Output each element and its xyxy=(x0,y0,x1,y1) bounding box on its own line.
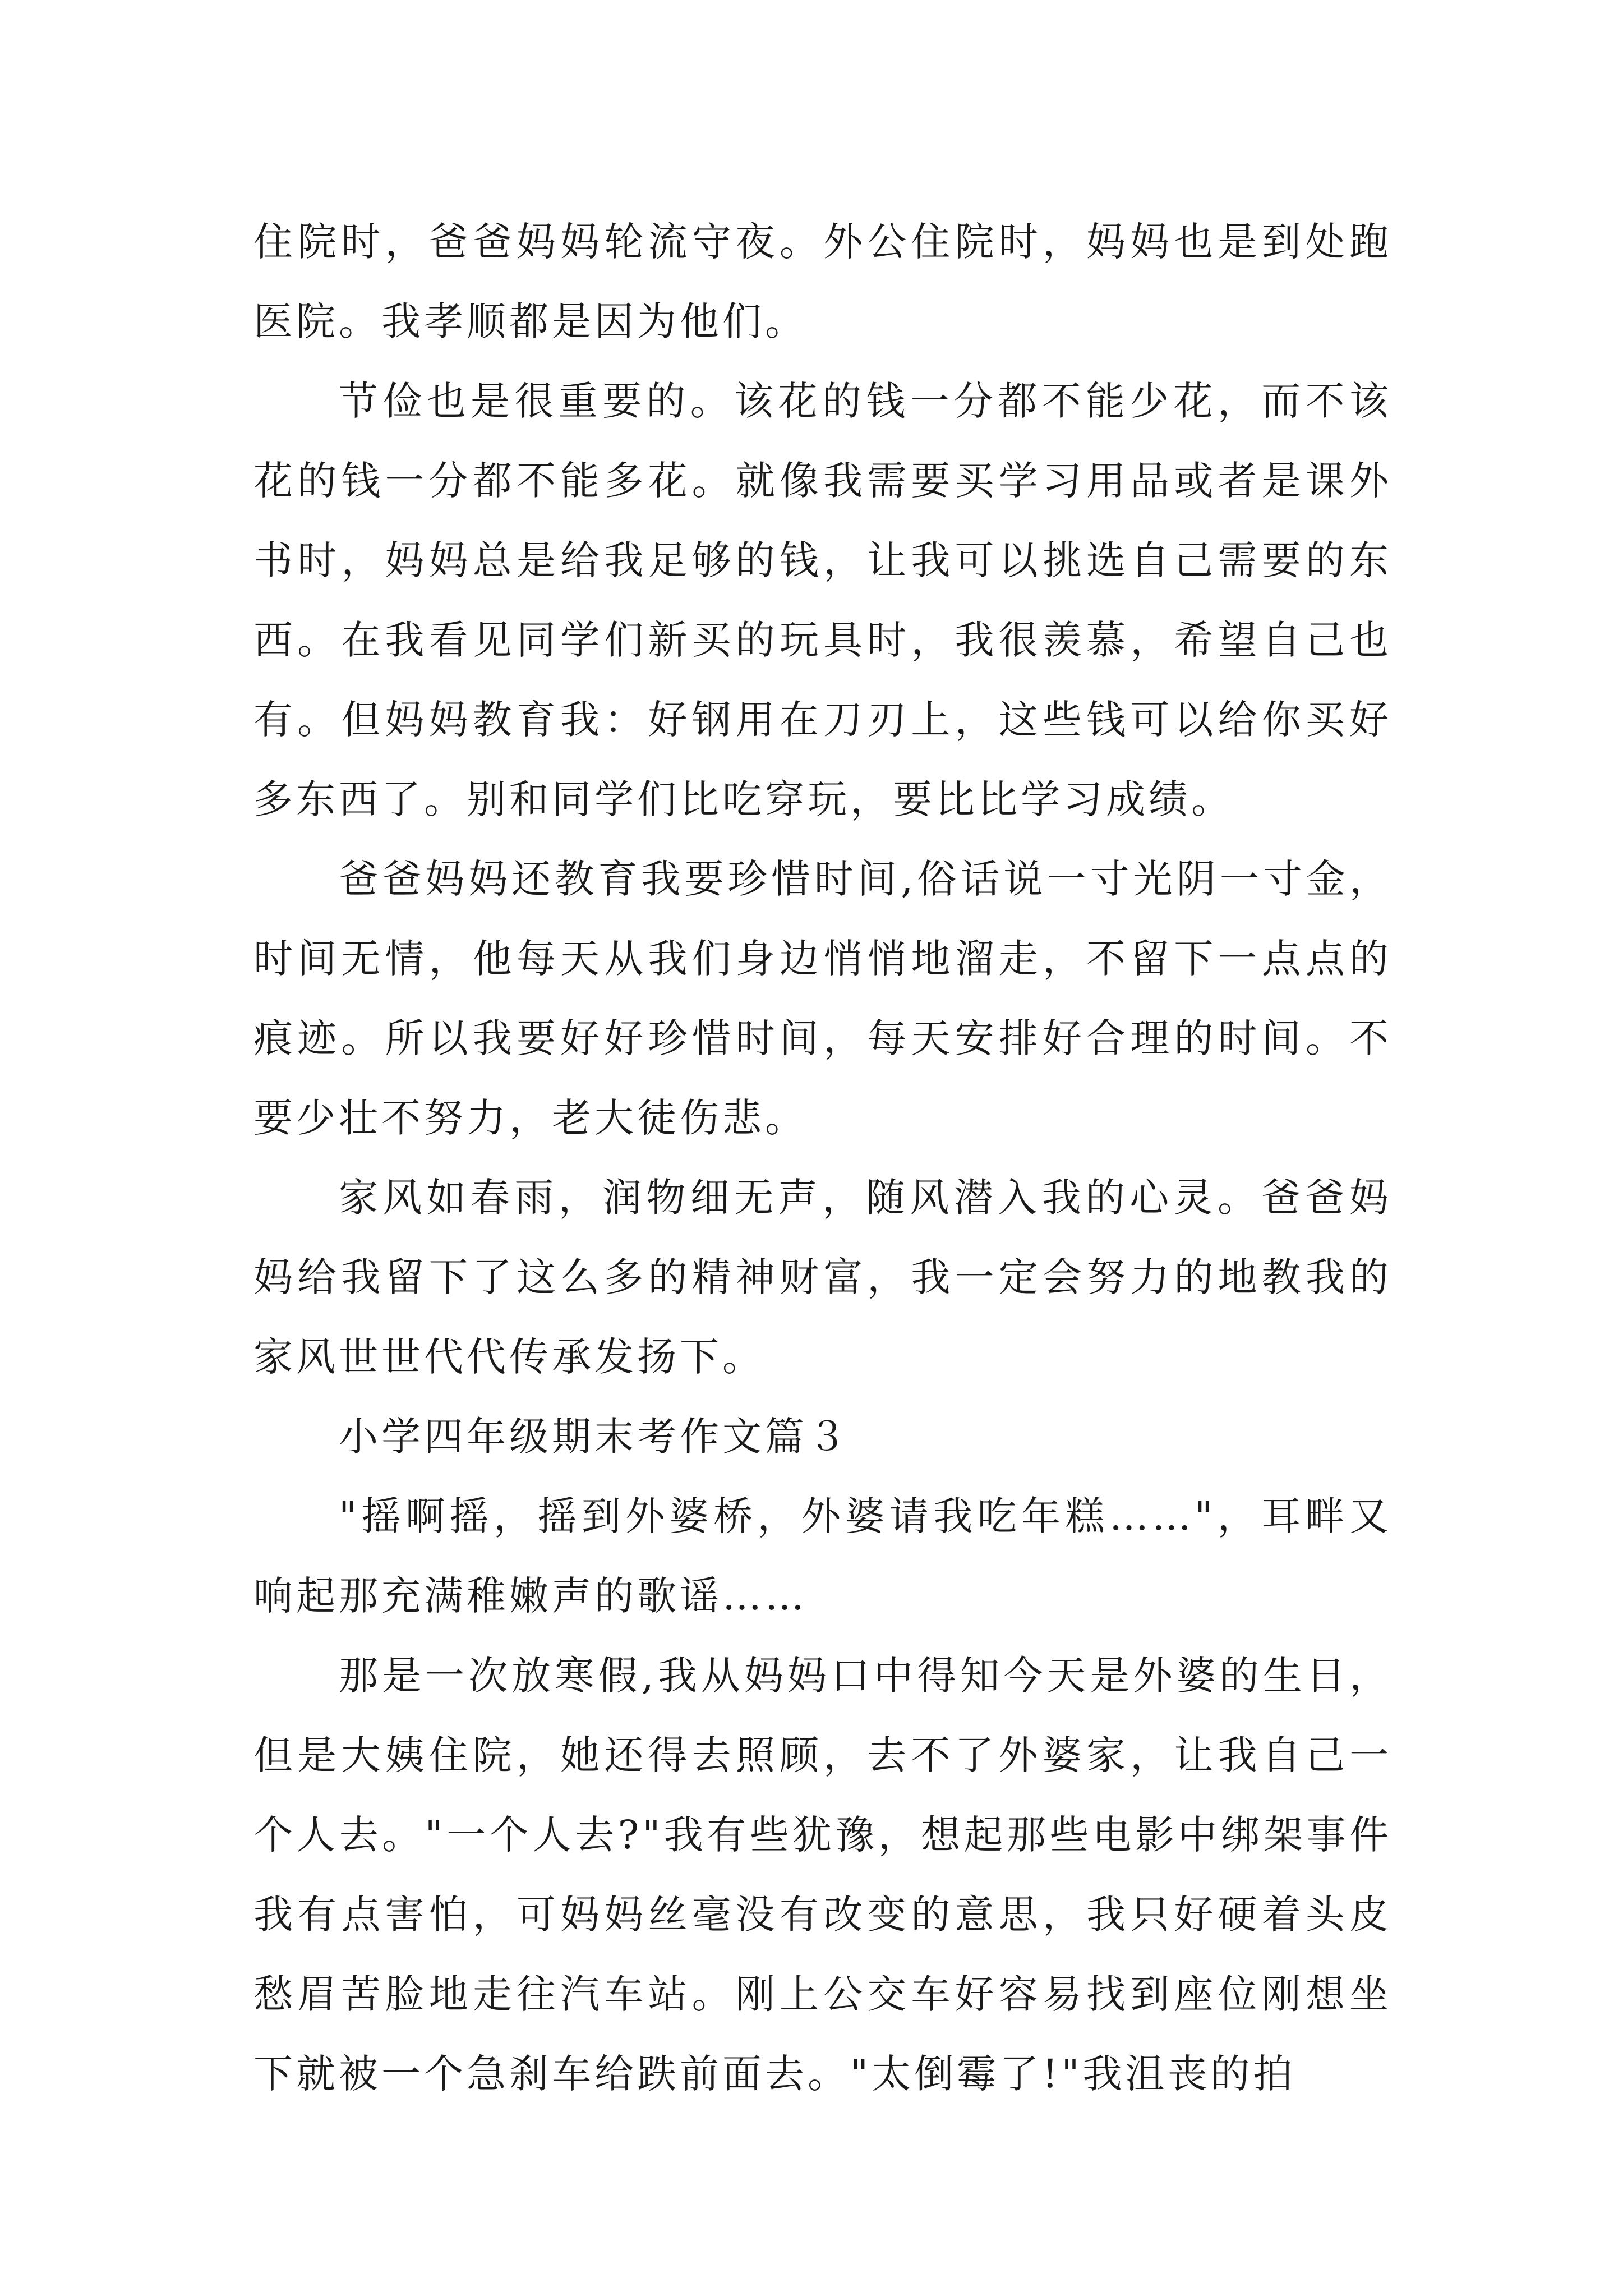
paragraph-3: 爸爸妈妈还教育我要珍惜时间,俗话说一寸光阴一寸金，时间无情，他每天从我们身边悄悄地溜走，不留下一点点的痕迹。所以我要好好珍惜时间，每天安排好合理的时间。不要少壮不努力，老大徒伤悲。 xyxy=(253,856,1392,1141)
section-heading: 小学四年级期末考作文篇３ xyxy=(339,1414,850,1460)
paragraph-7: 那是一次放寒假,我从妈妈口中得知今天是外婆的生日，但是大姨住院，她还得去照顾，去不了外婆家，让我自己一个人去。"一个人去?"我有些犹豫，想起那些电影中绑架事件我有点害怕，可妈妈丝毫没有改变的意思，我只好硬着头皮愁眉苦脸地走往汽车站。刚上公交车好容易找到座位刚想坐下就被一个急刹车给跌前面去。"太倒霉了!"我沮丧的拍 xyxy=(253,1653,1392,2097)
paragraph-4: 家风如春雨，润物细无声，随风潜入我的心灵。爸爸妈妈给我留下了这么多的精神财富，我一定会努力的地教我的家风世世代代传承发扬下。 xyxy=(253,1175,1392,1380)
paragraph-2: 节俭也是很重要的。该花的钱一分都不能少花，而不该花的钱一分都不能多花。就像我需要买学习用品或者是课外书时，妈妈总是给我足够的钱，让我可以挑选自己需要的东西。在我看见同学们新买的玩具时，我很羡慕，希望自己也有。但妈妈教育我：好钢用在刀刃上，这些钱可以给你买好多东西了。别和同学们比吃穿玩，要比比学习成绩。 xyxy=(253,378,1392,822)
paragraph-6: "摇啊摇，摇到外婆桥，外婆请我吃年糕……"，耳畔又响起那充满稚嫩声的歌谣…… xyxy=(253,1493,1392,1619)
document-body xyxy=(253,202,1392,2114)
paragraph-1: 住院时，爸爸妈妈轮流守夜。外公住院时，妈妈也是到处跑医院。我孝顺都是因为他们。 xyxy=(253,219,1392,344)
